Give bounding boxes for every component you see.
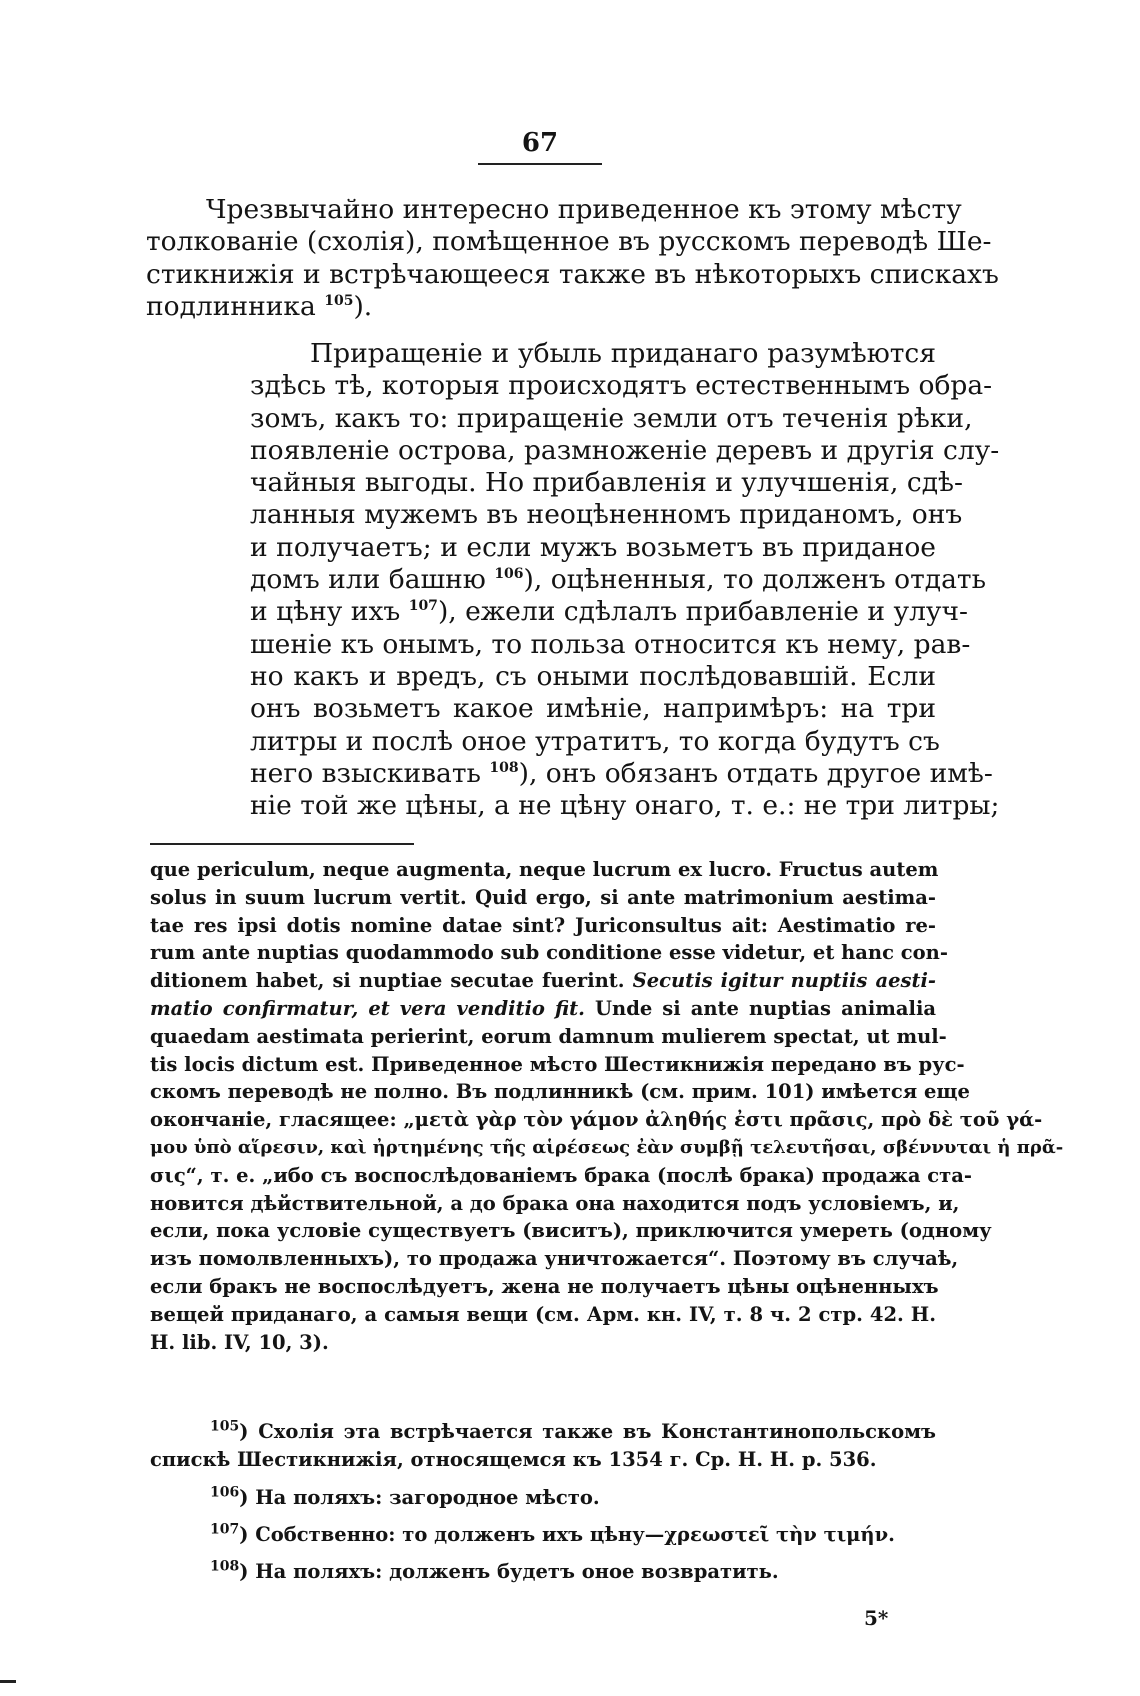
footnote-line: Н. lib. IV, 10, 3). [150,1330,329,1354]
footnote-ref-105: 105 [324,293,354,310]
quote-line: но какъ и вредъ, съ оными послѣдовавшій. Если [250,660,936,692]
intro-line-text: подлинника [146,290,316,322]
footnote-italic: matio confirmatur, et vera venditio fit. [150,996,585,1020]
footnote-continuation [150,856,1064,1356]
footnote-line: изъ помолвленныхъ), то продажа уничтожается“. Поэтому въ случаѣ, [150,1247,959,1271]
footnote-line: que periculum, neque augmenta, neque lucrum ex lucro. Fructus autem [150,858,939,881]
quote-line: литры и послѣ оное утратитъ, то когда будутъ съ [250,725,940,757]
footnote-line: спискѣ Шестикнижія, относящемся къ 1354 г. Ср. Н. Н. p. 536. [150,1447,877,1471]
footnote-line: tae res ipsi dotis nomine datae sint? Juriconsultus ait: Aestimatio re- [150,913,936,937]
footnote-line: скомъ переводѣ не полно. Въ подлинникѣ (см. прим. 101) имѣется еще [150,1080,970,1104]
quote-line: и получаетъ; и если мужъ возьметъ въ приданое [250,531,936,563]
footnote-108 [150,1558,936,1586]
footnote-line: σις“, т. е. „ибо съ воспослѣдованіемъ брака (послѣ брака) продажа ста- [150,1163,972,1187]
footnote-105 [150,1418,936,1474]
footnote-number: 106 [210,1484,240,1501]
quote-line [250,757,993,790]
footnote-text: ) Собственно: то долженъ ихъ цѣну—χρεωστεῖ τὴν τιμήν. [239,1523,895,1546]
footnote-line: если, пока условіе существуетъ (виситъ), приключится умереть (одному [150,1219,992,1243]
footnote-italic: Secutis igitur nuptiis aesti- [632,969,936,993]
footnote-text: ) На поляхъ: загородное мѣсто. [239,1486,600,1509]
footnote-107 [150,1521,936,1549]
quote-line: появленіе острова, размноженіе деревъ и другія слу- [250,434,1000,466]
footnote-separator [150,843,414,845]
quote-line: чайныя выгоды. Но прибавленія и улучшенія, сдѣ- [250,467,963,499]
footnote-text: Unde si ante nuptias animalia [595,996,937,1020]
footnote-line: quaedam aestimata perierint, eorum damnum mulierem spectat, ut mul- [150,1024,947,1048]
footnote-line [150,1484,936,1512]
quote-text: ), оцѣненныя, то долженъ отдать [523,564,987,596]
printer-signature-mark: 5* [864,1606,889,1630]
footnote-ref-108: 108 [489,760,519,777]
footnote-text: ) На поляхъ: долженъ будетъ оное возвратить. [239,1560,779,1583]
footnote-line: tis locis dictum est. Приведенное мѣсто Шестикнижія передано въ рус- [150,1052,965,1076]
footnote-text: ) Схолія эта встрѣчается также въ Константинопольскомъ [239,1420,936,1443]
page-number-rule [478,163,602,165]
quote-line [250,596,968,628]
page-number: 67 [521,128,559,158]
footnote-line: вещей приданаго, а самыя вещи (см. Арм. кн. IV, т. 8 ч. 2 стр. 42. Н. [150,1302,936,1326]
quote-line: ніе той же цѣны, а не цѣну онаго, т. е.: не три литры; [250,790,1000,822]
quote-line: Приращеніе и убыль приданаго разумѣются [310,338,936,369]
footnote-line: окончаніе, гласящее: „μετὰ γὰρ τὸν γάμον ἀληθής ἐστι πρᾶσις, πρὸ δὲ τοῦ γά- [150,1108,1043,1132]
scan-edge-mark [0,1680,16,1683]
footnote-number: 105 [210,1418,240,1435]
footnote-line [150,1521,936,1549]
footnote-ref-106: 106 [494,566,524,583]
footnote-line [150,1558,936,1586]
quote-line: здѣсь тѣ, которыя происходятъ естественнымъ обра- [250,370,993,402]
quote-text: домъ или башню [250,564,486,596]
intro-line: толкованіе (схолія), помѣщенное въ русскомъ переводѣ Ше- [146,226,992,258]
quote-text: ), ежели сдѣлалъ прибавленіе и улуч- [437,596,968,628]
footnote-text: ditionem habet, si nuptiae secutae fuerint. [150,969,625,993]
quote-line: онъ возьметъ какое имѣніе, напримѣръ: на три [250,693,936,725]
footnote-line [150,995,936,1023]
footnote-line: новится дѣйствительной, а до брака она находится подъ условіемъ, и, [150,1191,960,1215]
footnote-line: rum ante nuptias quodammodo sub conditione esse videtur, et hanc con- [150,941,948,965]
quote-text: и цѣну ихъ [250,596,401,628]
quote-line: ланныя мужемъ въ неоцѣненномъ приданомъ, онъ [250,499,963,531]
footnote-number: 108 [210,1558,240,1575]
intro-line: Чрезвычайно интересно приведенное къ этому мѣсту [206,194,962,225]
footnote-ref-107: 107 [408,598,438,615]
intro-paragraph [146,194,999,323]
intro-tail: ). [353,290,373,322]
quote-line [250,564,987,596]
footnote-line [150,967,936,995]
footnote-106 [150,1484,936,1512]
intro-line [146,291,936,323]
footnote-line: μου ὑπὸ αἵρεσιν, καὶ ἠρτημένης τῆς αἱρέσεως ἐὰν συμβῇ τελευτῆσαι, σβέννυται ἡ πρᾶ- [150,1136,1064,1158]
footnote-line: solus in suum lucrum vertit. Quid ergo, si ante matrimonium aestima- [150,885,936,909]
quote-line: шеніе къ онымъ, то польза относится къ нему, рав- [250,628,971,660]
footnote-line: если бракъ не воспослѣдуетъ, жена не получаетъ цѣны оцѣненныхъ [150,1274,939,1298]
quote-text: него взыскивать [250,757,481,789]
scholion-quote [250,338,1000,822]
footnote-line [150,1418,936,1446]
quote-text: ), онъ обязанъ отдать другое имѣ- [518,757,993,789]
quote-line: зомъ, какъ то: приращеніе земли отъ теченія рѣки, [250,402,973,434]
intro-line: стикнижія и встрѣчающееся также въ нѣкоторыхъ спискахъ [146,258,999,290]
footnote-number: 107 [210,1521,240,1538]
